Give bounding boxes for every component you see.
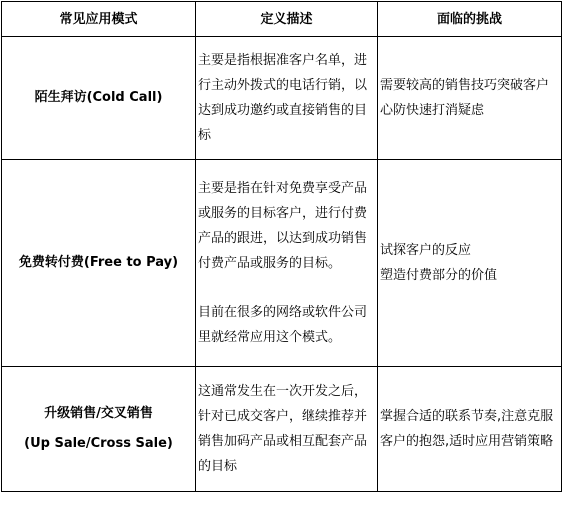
definition-text: 主要是指根据准客户名单，进行主动外拨式的电话行销，以达到成功邀约或直接销售的目标 <box>198 53 368 143</box>
mode-name: 陌生拜访(Cold Call) <box>34 90 163 105</box>
modes-table <box>1 1 562 492</box>
mode-name: 免费转付费(Free to Pay) <box>18 255 179 270</box>
table-row <box>2 160 562 367</box>
column-header-mode: 常见应用模式 <box>2 2 196 37</box>
mode-cell <box>2 367 196 492</box>
definition-text: 这通常发生在一次开发之后，针对已成交客户，继续推荐并销售加码产品或相互配套产品的目标 <box>198 384 368 474</box>
table-row <box>2 37 562 160</box>
challenges-cell <box>378 367 562 492</box>
table-row <box>2 367 562 492</box>
mode-name: 升级销售/交叉销售 <box>44 406 153 421</box>
challenge-text: 掌握合适的联系节奏,注意克服客户的抱怨,适时应用营销策略 <box>380 409 554 449</box>
definition-text: 主要是指在针对免费享受产品或服务的目标客户，进行付费产品的跟进，以达到成功销售付费产品或服务的目标。 <box>198 181 368 271</box>
column-header-challenges: 面临的挑战 <box>378 2 562 37</box>
definition-cell <box>196 160 378 367</box>
definition-cell <box>196 37 378 160</box>
challenge-text: 需要较高的销售技巧突破客户心防快速打消疑虑 <box>380 78 550 118</box>
mode-cell <box>2 37 196 160</box>
definition-cell <box>196 367 378 492</box>
challenges-cell <box>378 37 562 160</box>
definition-note: 目前在很多的网络或软件公司里就经常应用这个模式。 <box>198 305 368 345</box>
mode-name-english: (Up Sale/Cross Sale) <box>24 436 173 451</box>
header-row <box>2 2 562 37</box>
challenges-cell <box>378 160 562 367</box>
column-header-definition: 定义描述 <box>196 2 378 37</box>
mode-cell <box>2 160 196 367</box>
challenge-text: 塑造付费部分的价值 <box>380 268 498 283</box>
challenge-text: 试探客户的反应 <box>380 243 472 258</box>
